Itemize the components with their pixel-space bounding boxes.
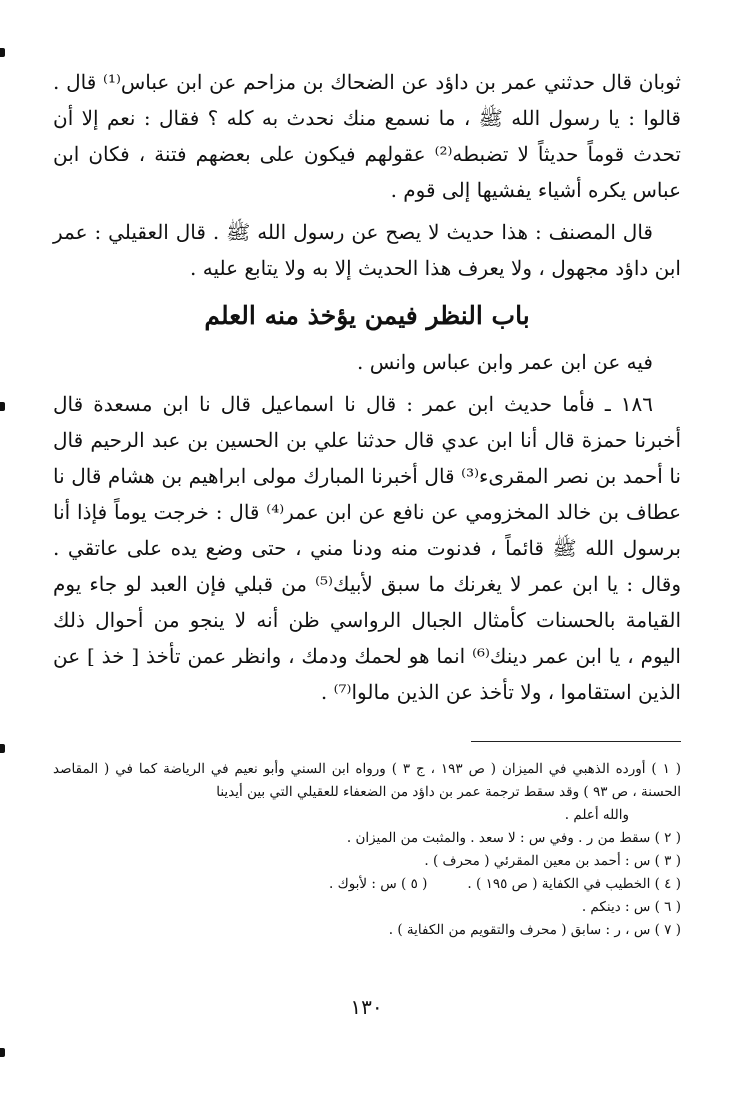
footnote: ( ٣ ) س : أحمد بن معين المقرئي ( محرف ) . [424, 853, 681, 869]
binding-mark [0, 1048, 5, 1057]
page-number: ١٣٠ [350, 995, 383, 1019]
main-text [53, 64, 681, 710]
binding-mark [0, 744, 5, 753]
footnote-continuation: والله أعلم . [564, 807, 629, 823]
hadith-paragraph: ١٨٦ ـ فأما حديث ابن عمر : قال نا اسماعيل قال نا ابن مسعدة قال أخبرنا حمزة قال أنا ابن عدي قال حدثنا علي بن الحسين بن عبد الرحيم قال نا أحمد بن نصر المقرىء⁽³⁾ قال أخبرنا المبارك مولى ابراهيم بن هشام قال نا عطاف بن خالد المخزومي عن نافع عن ابن عمر⁽⁴⁾ قال : خرجت يوماً فإذا أنا برسول الله ﷺ قائماً ، فدنوت منه ودنا مني ، حتى وضع يده على عاتقي . وقال : يا ابن عمر لا يغرنك ما سبق لأبيك⁽⁵⁾ من قبلي فإن العبد لو جاء يوم القيامة بالحسنات كأمثال الجبال الرواسي ظن أنه لا ينجو من أحوال ذلك اليوم ، يا ابن عمر دينك⁽⁶⁾ انما هو لحمك ودمك ، وانظر عمن تأخذ [ خذ ] عن الذين استقاموا ، ولا تأخذ عن الذين مالوا⁽⁷⁾ . [53, 392, 682, 704]
footnote: ( ١ ) أورده الذهبي في الميزان ( ص ١٩٣ ، ج ٣ ) ورواه ابن السني وأبو نعيم في الرياضة كما في ( المقاصد الحسنة ، ص ٩٣ ) وقد سقط ترجمة عمر بن داؤد من الضعفاء للعقيلي التي بين أيدينا [53, 761, 681, 800]
binding-mark [0, 48, 5, 57]
binding-mark [0, 402, 5, 411]
footnote-row [53, 873, 681, 896]
footnote: ( ٧ ) س ، ر : سابق ( محرف والتقويم من الكفاية ) . [388, 922, 681, 938]
footnote: ( ٥ ) س : لأبوك . [328, 876, 428, 892]
footnotes [53, 758, 681, 942]
paragraph: فيه عن ابن عمر وابن عباس وانس . [357, 350, 653, 374]
section-title: باب النظر فيمن يؤخذ منه العلم [204, 301, 530, 330]
footnote: ( ٦ ) س : دينكم . [581, 899, 681, 915]
paragraph: قال المصنف : هذا حديث لا يصح عن رسول الله ﷺ . قال العقيلي : عمر ابن داؤد مجهول ، ولا يعرف هذا الحديث إلا به ولا يتابع عليه . [53, 220, 681, 280]
paragraph: ثوبان قال حدثني عمر بن داؤد عن الضحاك بن مزاحم عن ابن عباس⁽¹⁾ قال . قالوا : يا رسول الله ﷺ ، ما نسمع منك نحدث به كله ؟ فقال : نعم إلا أن تحدث قوماً حديثاً لا تضبطه⁽²⁾ عقولهم فيكون على بعضهم فتنة ، فكان ابن عباس يكره أشياء يفشيها إلى قوم . [53, 70, 682, 202]
footnote-separator [471, 741, 681, 742]
footnote: ( ٢ ) سقط من ر . وفي س : لا سعد . والمثبت من الميزان . [346, 830, 681, 846]
footnote: ( ٤ ) الخطيب في الكفاية ( ص ١٩٥ ) . [467, 876, 681, 892]
